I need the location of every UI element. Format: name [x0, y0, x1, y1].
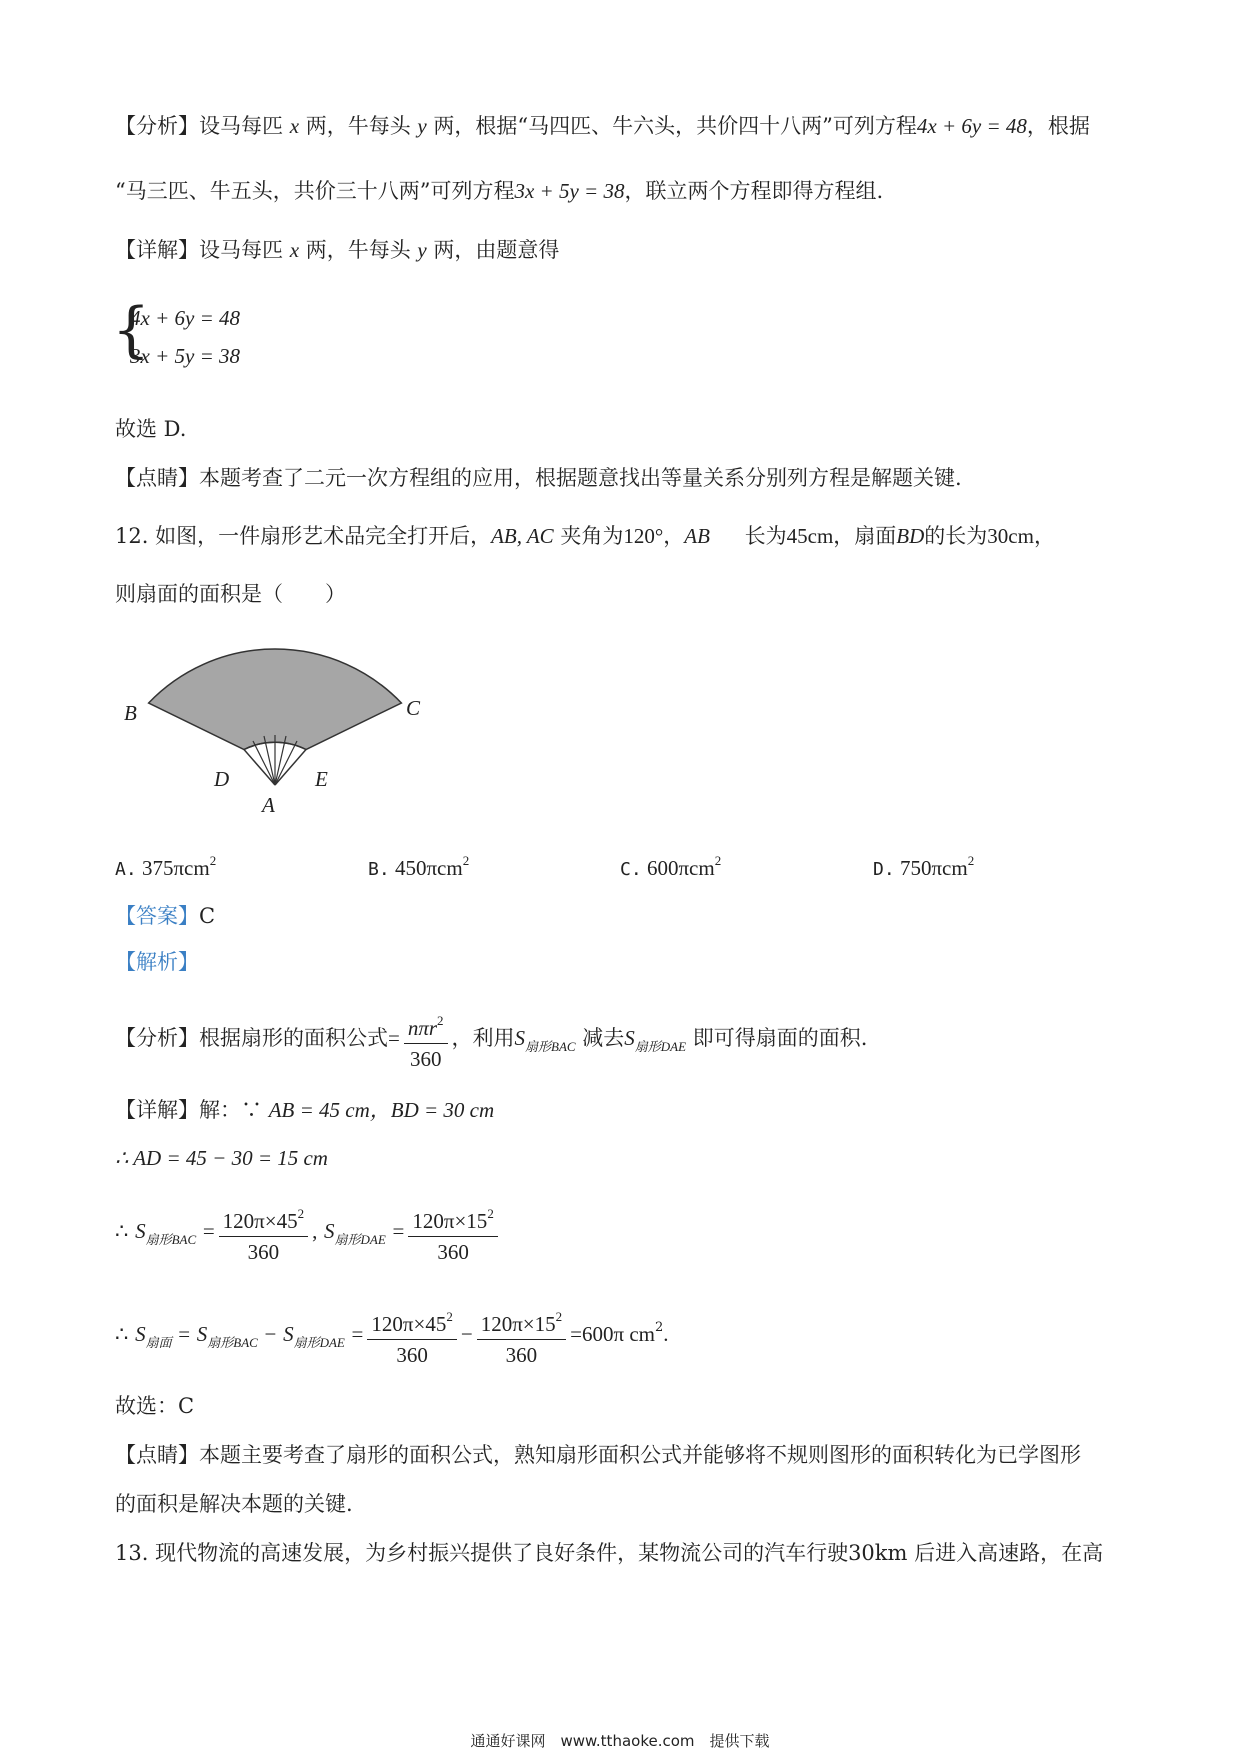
denominator: 360 — [247, 1239, 280, 1264]
answer-value: C — [199, 904, 216, 928]
given-bd: BD = 30 cm — [390, 1098, 495, 1122]
analysis-paragraph-2 — [115, 175, 883, 207]
detail-paragraph-2 — [115, 1094, 494, 1126]
text: 两，由题意得 — [433, 238, 560, 262]
comment-paragraph — [115, 462, 962, 494]
option-value: 750πcm — [899, 856, 968, 880]
equals: = — [202, 1219, 215, 1243]
label-e: E — [315, 767, 328, 791]
area-symbol: S — [324, 1219, 335, 1243]
fan-area-line — [115, 1293, 669, 1378]
length-bd: 30cm — [987, 524, 1034, 548]
text: 本题考查了二元一次方程组的应用，根据题意找出等量关系分别列方程是解题关键. — [199, 466, 962, 490]
text: ， — [1033, 524, 1055, 548]
angle-value: 120° — [623, 524, 664, 548]
exponent: 2 — [437, 1012, 444, 1028]
text: 长为 — [744, 524, 787, 548]
segment-bd: BD — [896, 524, 925, 548]
fraction-bac — [367, 1302, 456, 1370]
ad-computation: ∴ AD = 45 − 30 = 15 cm — [115, 1146, 328, 1170]
detail-paragraph — [115, 234, 559, 266]
denominator: 360 — [437, 1239, 469, 1264]
denominator: 360 — [409, 1046, 442, 1071]
comment-paragraph-2-line-2: 的面积是解决本题的关键. — [115, 1492, 353, 1516]
exponent: 2 — [209, 853, 217, 868]
fraction-dae — [408, 1199, 497, 1267]
segment-ab: AB — [684, 524, 710, 548]
var-x: x — [289, 114, 300, 138]
text: 两，根据“马四匹、牛六头，共价四十八两”可列方程 — [433, 114, 917, 138]
analysis-tag: 【分析】 — [115, 114, 199, 138]
exponent: 2 — [487, 1205, 494, 1221]
comment-tag: 【点睛】 — [115, 1443, 199, 1467]
equals: = — [392, 1219, 405, 1243]
area-symbol: S — [624, 1026, 635, 1050]
answer-tag: 【答案】 — [115, 904, 199, 928]
answer-line — [115, 900, 215, 932]
equation-1: 4x + 6y = 48 — [916, 114, 1027, 138]
text: 夹角为 — [560, 524, 624, 548]
analysis-heading: 【解析】 — [115, 950, 199, 974]
subscript: 扇形DAE — [634, 1039, 687, 1054]
exponent: 2 — [555, 1308, 563, 1324]
numerator: nπr — [407, 1015, 438, 1040]
label-b: B — [124, 701, 137, 725]
text: 设马每匹 — [199, 114, 283, 138]
area-symbol: S — [514, 1026, 526, 1050]
analysis-paragraph-1 — [115, 110, 1090, 142]
length-ab: 45cm — [786, 524, 834, 548]
sector-area-formula — [404, 1006, 448, 1074]
text: 设马每匹 — [199, 238, 283, 262]
numerator: 120π×15 — [480, 1311, 556, 1336]
subscript: 扇形DAE — [293, 1335, 345, 1350]
exponent: 2 — [655, 1320, 664, 1335]
option-c — [620, 853, 721, 881]
area-symbol: S — [283, 1322, 294, 1346]
equals: = — [178, 1322, 191, 1346]
system-brace: { — [112, 295, 151, 365]
option-value: 450πcm — [394, 856, 463, 880]
label-c: C — [406, 696, 421, 720]
denominator: 360 — [396, 1342, 428, 1367]
question-12 — [115, 520, 1055, 552]
exponent: 2 — [714, 853, 722, 868]
detail-tag: 【详解】 — [115, 1098, 199, 1122]
fan-figure — [110, 640, 450, 830]
text: ，联立两个方程即得方程组. — [624, 179, 884, 203]
equals: = — [388, 1026, 400, 1050]
text: 的长为 — [924, 524, 988, 548]
area-symbol: S — [135, 1322, 146, 1346]
denominator: 360 — [505, 1342, 538, 1367]
comma: , — [312, 1219, 318, 1243]
system-row-1: 4x + 6y = 48 — [130, 306, 240, 330]
numerator: 120π×45 — [371, 1311, 447, 1336]
numerator: 120π×45 — [222, 1208, 298, 1233]
result: =600π cm — [570, 1322, 655, 1346]
fan-surface — [149, 649, 402, 749]
equation-2: 3x + 5y = 38 — [514, 179, 625, 203]
text: 减去 — [582, 1026, 625, 1050]
fraction-bac — [219, 1199, 308, 1267]
text: 解：∵ — [199, 1098, 262, 1122]
system-row-2: 3x + 5y = 38 — [130, 344, 240, 368]
question-number: 12. 如图，一件扇形艺术品完全打开后， — [115, 524, 492, 548]
question-12-line-2: 则扇面的面积是（ ） — [115, 582, 346, 606]
sector-areas-line — [115, 1196, 502, 1275]
minus: − — [460, 1322, 473, 1346]
question-13: 13. 现代物流的高速发展，为乡村振兴提供了良好条件，某物流公司的汽车行驶30km 后进入高速路，在高 — [115, 1541, 1104, 1565]
numerator: 120π×15 — [412, 1208, 488, 1233]
detail-tag: 【详解】 — [115, 238, 199, 262]
text: 根据扇形的面积公式 — [199, 1026, 388, 1050]
fraction-dae — [477, 1302, 566, 1370]
subscript: 扇形BAC — [525, 1039, 576, 1054]
subscript: 扇形BAC — [207, 1335, 258, 1350]
text: ，扇面 — [833, 524, 897, 548]
var-x: x — [289, 238, 300, 262]
label-a: A — [262, 793, 275, 817]
therefore-symbol: ∴ — [115, 1219, 129, 1243]
text: 两，牛每头 — [305, 114, 411, 138]
text: “马三匹、牛五头，共价三十八两”可列方程 — [115, 179, 515, 203]
subscript: 扇形DAE — [334, 1232, 386, 1247]
minus: − — [264, 1322, 277, 1346]
option-a — [115, 853, 216, 881]
option-label: A. — [115, 859, 137, 880]
text: 即可得扇面的面积. — [692, 1026, 868, 1050]
period: . — [663, 1322, 669, 1346]
subscript: 扇面 — [145, 1335, 172, 1350]
var-y: y — [417, 238, 427, 262]
option-label: C. — [620, 859, 642, 880]
subscript: 扇形BAC — [145, 1232, 197, 1247]
equals: = — [351, 1322, 364, 1346]
text: 两，牛每头 — [305, 238, 411, 262]
option-value: 600πcm — [646, 856, 715, 880]
text: ，根据 — [1026, 114, 1090, 138]
segments-ab-ac: AB, AC — [491, 524, 554, 548]
exponent: 2 — [446, 1308, 453, 1324]
area-symbol: S — [196, 1322, 208, 1346]
comment-paragraph-2 — [115, 1439, 1081, 1471]
option-label: D. — [873, 859, 895, 880]
option-label: B. — [368, 859, 390, 880]
area-symbol: S — [135, 1219, 146, 1243]
analysis-tag: 【分析】 — [115, 1026, 199, 1050]
text: ， — [663, 524, 685, 548]
exponent: 2 — [462, 853, 470, 868]
given-ab: AB = 45 cm， — [268, 1098, 391, 1122]
page-footer: 通通好课网 www.tthaoke.com 提供下载 — [470, 1732, 770, 1750]
exponent: 2 — [297, 1205, 305, 1221]
text: ，利用 — [451, 1026, 515, 1050]
option-b — [368, 853, 469, 881]
text: 本题主要考查了扇形的面积公式，熟知扇形面积公式并能够将不规则图形的面积转化为已学图形 — [199, 1443, 1081, 1467]
exponent: 2 — [967, 853, 975, 868]
comment-tag: 【点睛】 — [115, 466, 199, 490]
option-d — [873, 853, 974, 881]
therefore-symbol: ∴ — [115, 1322, 129, 1346]
label-d: D — [214, 767, 230, 791]
choice-statement-2: 故选：C — [115, 1394, 195, 1418]
analysis-paragraph-3 — [115, 1003, 867, 1082]
choice-statement: 故选 D. — [115, 417, 187, 441]
var-y: y — [417, 114, 427, 138]
option-value: 375πcm — [141, 856, 210, 880]
